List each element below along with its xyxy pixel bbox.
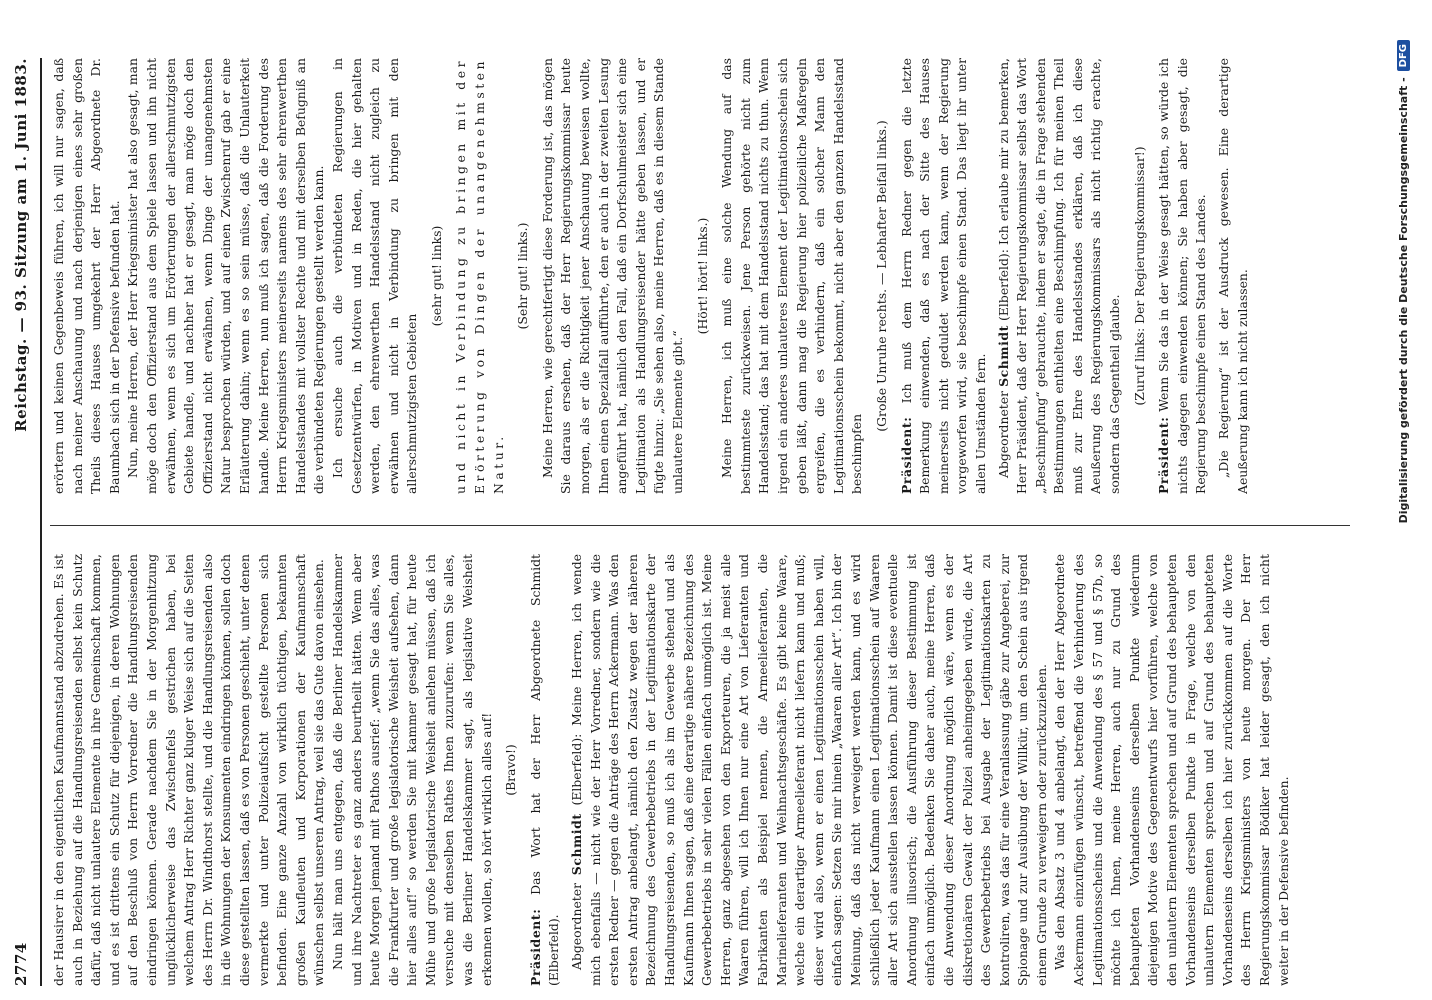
right-paragraph-6: Meine Herren, ich muß eine solche Wendung auf das bestimmteste zurückweisen. Jene Person gehörte nicht zum Handelsstand; das hat mit dem Handelsstand nichts zu thun. Wenn irgend ein anderes unlauteres Element der Legitimationsschein sich geben läßt, dann mag die Regierung hier polizeiliche Maßregeln ergreifen, die es verhindern, daß ein solcher Mann den Legitimationsschein bekommt, nicht aber den ganzen Handelsstand beschimpfen (719, 58, 865, 494)
column-divider (50, 525, 1350, 526)
right-paragraph-1: erörtern und keinen Gegenbeweis führen, ich will nur sagen, daß nach meiner Anschauung und nach derjenigen eines sehr großen Theils dieses Hauses umgekehrt der Herr Abgeordnete Dr. Baumbach sich in der Defensive befunden hat. (51, 58, 122, 494)
right-paragraph-3: Ich ersuche auch die verbündeten Regierungen in Gesetzentwürfen, in Motiven und in Reden, die hier gehalten werden, den ehrenwerthen Handelsstand nicht zugleich zu erwähnen und nicht in Verbindung zu bringen mit den allerschmutzigsten Gebieten (329, 58, 420, 494)
right-column (50, 58, 1330, 494)
digitization-footer (1392, 0, 1414, 550)
stage-direction-sehr-gut-2: (Sehr gut! links.) (515, 222, 531, 330)
right-paragraph-2: Nun, meine Herren, der Herr Kriegsminister hat also gesagt, man möge doch den Offizierstand aus dem Spiele lassen und ihn nicht erwähnen, wenn es sich um Erörterungen der allerschmutzigsten Gebiete handle, und nachher hat er gesagt, man möge doch den Offizierstand nicht erwähnen, wenn Dinge der unangenehmsten Natur besprochen würden, und auf einen Zwischenruf gab er eine Erläuterung dahin; wenn es so sein müsse, daß die Unlauterkeit handle. Meine Herren, nun muß ich sagen, daß die Forderung des Herrn Kriegsministers meinerseits namens des sehr ehrenwerthen Handelsstandes mit vollster Rechte und mit derselben Befugniß an die verbündeten Regierungen gestellt werden kann. (125, 58, 327, 494)
speaker-name-schmidt: Schmidt (569, 813, 585, 876)
speaker-text-president: Das Wort hat der Herr Abgeordnete Schmidt (Elberfeld). (527, 554, 562, 986)
left-paragraph-2: Nun hält man uns entgegen, daß die Berliner Handelskammer und ihre Nachtreter es ganz anders beurtheilt hätten. Wenn aber heute Morgen jemand mit Pathos ausrief: „wenn Sie das alles, was die Frankfurter und große legislatorische Weisheit aufsehen, dann hier alles auf!“ so werden Sie mit kammer gesagt hat, für heute Mühe und große legislatorische Weisheit anlehen müssen, daß ich versuche mit denselben Rathes Ihnen zuzurufen: wenn Sie alles, was die Berliner Handelskammer sagt, als legislative Weisheit erkennen wollen, so hört wirklich alles auf! (329, 554, 494, 986)
page-number: 2774 (12, 942, 30, 986)
left-paragraph-3: Was den Absatz 3 und 4 anbelangt, den der Herr Abgeordnete Ackermann einzufügen wünscht, betreffend die Verhinderung des Legitimationsscheins und die Anwendung des § 57 und § 57b, so möchte ich Ihnen, meine Herren, auch nur zu Grund des behaupteten Vorhandenseins derselben Punkte wiederum diejenigen Motive des Gegenentwurfs hier vorführen, welche von den unlautern Elementen sprechen und auf Grund des behaupteten Vorhandenseins derselben Punkte in Frage, welche von den unlautern Elementen sprechen und auf Grund des behaupteten Vorhandenseins derselben ich hier zurückkommen auf die Worte des Herrn Kriegsministers von heute morgen. Der Herr Regierungskommissar Bödiker hat leider gesagt, den ich nicht weiter in der Defensive befinden. (1052, 554, 1291, 986)
speaker-text-president-2: Ich muß dem Herrn Redner gegen die letzte Bemerkung einwenden, daß es nach der Sitte des Hauses meinerseits nicht geduldet werden kann, wenn der Regierung vorgeworfen wird, sie beschimpfe einen Stand. Das liegt ihr unter allen Umständen fern. (898, 58, 988, 494)
speaker-text-president-3: Wenn Sie das in der Weise gesagt hätten, so würde ich nichts dagegen einwenden können; Sie haben aber gesagt, die Regierung beschimpfe einen Stand des Landes. (1156, 58, 1209, 494)
right-paragraph-4: und nicht in Verbindung zu bringen mit der Erörterung von Dingen der unangenehmsten Natur. (453, 58, 506, 494)
stage-direction-bravo: (Bravo!) (503, 744, 519, 796)
speaker-label-president: Präsident: (527, 908, 543, 986)
left-column (50, 554, 1330, 986)
speaker-label-president-3: Präsident: (1156, 416, 1172, 494)
stage-direction-hoert: (Hört! hört! links.) (694, 217, 710, 335)
president-speech-2 (898, 58, 991, 494)
header-rule (40, 58, 42, 986)
right-paragraph-7: „Die Regierung“ ist der Ausdruck gewesen. Eine derartige Aeußerung kann ich nicht zulassen. (1216, 58, 1250, 494)
stage-direction-sehr-gut-1: (sehr gut! links) (428, 225, 444, 327)
speaker-name-schmidt-2: Schmidt (995, 325, 1011, 387)
speaker-text-schmidt: (Elberfeld): Meine Herren, ich wende mich ebenfalls — nicht wie der Herr Vorredner, sondern wie die ersten Redner — gegen die Anträge des Herrn Ackermann. Was den ersten Antrag anbelangt, nämlich den Zusatz wegen der näheren Bezeichnung des Gewerbebetriebs in der Legitimationskarte der Handlungsreisenden, so muß ich als im Gewerbe stehend und als Kaufmann Ihnen sagen, daß eine derartige nähere Bezeichnung des Gewerbebetriebs in sehr vielen Fällen einfach unmöglich ist. Meine Herren, ganz abgesehen von den Exporteuren, die ja meist alle Waaren führen, will ich Ihnen nur eine Art von Lieferanten und Fabrikanten als Beispiel nennen, die Armeelieferanten, die Marinelieferanten und Weihnachtsgeschäfte. Es gibt keine Waare, welche ein derartiger Armeelieferant nicht liefern kann und muß; dieser wird also, wenn er einen Legitimationsschein haben will, einfach sagen: Setzen Sie mir hinein „Waaren aller Art“. Ich bin der Meinung, daß das nicht verweigert werden kann, und es wird schließlich jeder Kaufmann einen Legitimationsschein auf Waaren aller Art sich ausstellen lassen können. Damit ist diese eventuelle Anordnung illusorisch; die Ausführung dieser Bestimmung ist einfach unmöglich. Bedenken Sie daher auch, meine Herren, daß die Anwendung dieser Anordnung möglich wäre, wenn es der diskretionären Gewalt der Polizei anheimgegeben würde, die Art des Gewerbebetriebs bei Ausgabe der Legitimationskarten zu kontroliren, was das für eine Veranlassung gäbe zur Angeberei, zur Spionage und zur Ausübung der Willkür, um den Schein aus irgend einem Grunde zu verweigern oder zurückzuziehen. (569, 554, 1049, 986)
speaker-text-schmidt-2: (Elberfeld): Ich erlaube mir zu bemerken, Herr Präsident, daß der Herr Regierungskommissar selbst das Wort „Beschimpfung“ gebrauchte, indem er sagte, die in Frage stehenden Bestimmungen enthielten eine Beschimpfung. Ich für meinen Theil muß zur Ehre des Handelsstandes erklären, daß ich diese Aeußerung des Regierungskommissars als nicht richtig erachte, sondern das Gegentheil glaube. (995, 58, 1123, 494)
page-header (6, 58, 36, 986)
stage-direction-unruhe: (Große Unruhe rechts. — Lebhafter Beifall links.) (873, 120, 889, 432)
president-speech-1 (527, 554, 564, 986)
speaker-intro-2: Abgeordneter (995, 390, 1011, 478)
stage-direction-zuruf: (Zuruf links: Der Regierungskommissar!) (1131, 146, 1147, 406)
schmidt-speech-1 (568, 554, 1051, 986)
president-speech-3 (1155, 58, 1211, 494)
schmidt-speech-2 (995, 58, 1125, 494)
running-title: Reichstag. — 93. Sitzung am 1. Juni 1883. (12, 58, 30, 432)
left-paragraph-1: der Hausirer in den eigentlichen Kaufmannstand abzudrehen. Es ist auch in Beziehung auf die Handlungsreisenden selbst kein Schutz dafür, daß nicht unlautere Elemente in ihre Gemeinschaft kommen, und es ist drittens ein Schutz für diejenigen, in deren Wohnungen auf den Beschluß von Herrn Vorredner die Handlungsreisenden eindringen können. Gerade nachdem Sie in der Morgenhitzung unglücklicherweise das Zwischenfels gestrichen haben, bei welchem Antrag Herr Richter ganz kluger Weise sich auf die Seiten des Herrn Dr. Windthorst stellte, und die Handlungsreisenden also in die Wohnungen der Konsumenten eindringen können, sollen doch diese gestellten lassen, daß es von Personen geschieht, unter denen vermerkte und unter Polizeiaufsicht gestellte Personen sich befinden. Eine ganze Anzahl von wirklich tüchtigen, bekannten großen Kaufleuten und Korporationen der Kaufmannschaft wünschen selbst unseren Antrag, weil sie das Gute davon einsehen. (51, 554, 327, 986)
dfg-logo-badge: DFG (1397, 40, 1410, 71)
footer-credit: Digitalisierung gefördert durch die Deutsche Forschungsgemeinschaft - (1396, 77, 1410, 524)
speaker-label-president-2: Präsident: (898, 416, 914, 494)
right-paragraph-5: Meine Herren, wie gerechtfertigt diese Forderung ist, das mögen Sie daraus ersehen, daß der Herr Regierungskommissar heute morgen, als er die Richtigkeit jener Anschauung beweisen wollte, Ihnen einen Spezialfall aufführte, den er auch in der zweiten Lesung angeführt hat, nämlich den Fall, daß ein Dorfschulmeister sich eine Legitimation als Handlungsreisender hätte geben lassen, und er fügte hinzu: „Sie sehen also, meine Herren, daß es in diesem Stande unlautere Elemente gibt.“ (539, 58, 685, 494)
speaker-intro: Abgeordneter (569, 882, 585, 970)
